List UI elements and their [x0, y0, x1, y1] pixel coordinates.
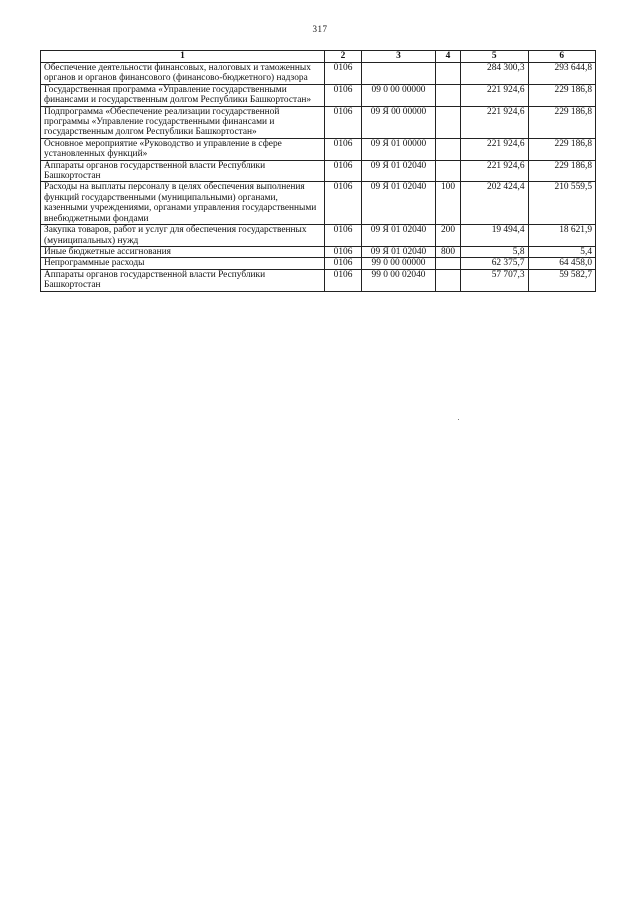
- row-name-cell: Расходы на выплаты персоналу в целях обеспечения выполнения функций государственными (муниципальными) органами, казенными учреждениями, органами управления государственными внебюджетными фондами: [41, 182, 325, 225]
- row-amount-1-cell: 202 424,4: [461, 182, 529, 225]
- row-amount-1-cell: 221 924,6: [461, 160, 529, 182]
- column-header-3: 3: [362, 51, 436, 63]
- row-code-cell: 99 0 00 02040: [362, 269, 436, 291]
- row-section-cell: 0106: [325, 63, 362, 85]
- row-code-cell: 09 Я 01 02040: [362, 246, 436, 257]
- row-section-cell: 0106: [325, 246, 362, 257]
- row-section-cell: 0106: [325, 138, 362, 160]
- row-expense-type-cell: [436, 269, 461, 291]
- row-name-cell: Аппараты органов государственной власти Республики Башкортостан: [41, 160, 325, 182]
- column-header-2: 2: [325, 51, 362, 63]
- row-name-cell: Закупка товаров, работ и услуг для обеспечения государственных (муниципальных) нужд: [41, 225, 325, 247]
- row-amount-1-cell: 57 707,3: [461, 269, 529, 291]
- row-name-cell: Подпрограмма «Обеспечение реализации государственной программы «Управление государственными финансами и государственным долгом Республики Башкортостан»: [41, 106, 325, 138]
- row-code-cell: 09 Я 01 02040: [362, 225, 436, 247]
- row-name-cell: Аппараты органов государственной власти Республики Башкортостан: [41, 269, 325, 291]
- row-amount-2-cell: 64 458,0: [528, 258, 596, 269]
- row-amount-1-cell: 284 300,3: [461, 63, 529, 85]
- row-code-cell: 09 Я 00 00000: [362, 106, 436, 138]
- row-amount-2-cell: 229 186,8: [528, 138, 596, 160]
- column-header-4: 4: [436, 51, 461, 63]
- row-amount-1-cell: 221 924,6: [461, 106, 529, 138]
- row-expense-type-cell: 200: [436, 225, 461, 247]
- row-section-cell: 0106: [325, 84, 362, 106]
- row-expense-type-cell: 800: [436, 246, 461, 257]
- row-code-cell: [362, 63, 436, 85]
- row-section-cell: 0106: [325, 182, 362, 225]
- row-name-cell: Основное мероприятие «Руководство и управление в сфере установленных функций»: [41, 138, 325, 160]
- row-expense-type-cell: [436, 84, 461, 106]
- table-row: [41, 182, 596, 225]
- table-header-row: [41, 51, 596, 63]
- column-header-1: 1: [41, 51, 325, 63]
- row-amount-1-cell: 221 924,6: [461, 84, 529, 106]
- table-row: [41, 225, 596, 247]
- row-amount-2-cell: 5,4: [528, 246, 596, 257]
- row-expense-type-cell: [436, 63, 461, 85]
- row-amount-2-cell: 210 559,5: [528, 182, 596, 225]
- row-code-cell: 09 Я 01 02040: [362, 182, 436, 225]
- row-amount-2-cell: 229 186,8: [528, 84, 596, 106]
- row-section-cell: 0106: [325, 106, 362, 138]
- table-row: [41, 63, 596, 85]
- row-name-cell: Государственная программа «Управление государственными финансами и государственным долгом Республики Башкортостан»: [41, 84, 325, 106]
- row-amount-1-cell: 19 494,4: [461, 225, 529, 247]
- row-expense-type-cell: [436, 160, 461, 182]
- row-section-cell: 0106: [325, 269, 362, 291]
- row-code-cell: 09 0 00 00000: [362, 84, 436, 106]
- row-code-cell: 99 0 00 00000: [362, 258, 436, 269]
- row-amount-1-cell: 62 375,7: [461, 258, 529, 269]
- table-row: [41, 160, 596, 182]
- table-row: [41, 84, 596, 106]
- table-row: [41, 258, 596, 269]
- table-row: [41, 138, 596, 160]
- row-amount-2-cell: 18 621,9: [528, 225, 596, 247]
- row-amount-2-cell: 229 186,8: [528, 106, 596, 138]
- row-name-cell: Иные бюджетные ассигнования: [41, 246, 325, 257]
- row-amount-2-cell: 293 644,8: [528, 63, 596, 85]
- table-row: [41, 269, 596, 291]
- column-header-5: 5: [461, 51, 529, 63]
- column-header-6: 6: [528, 51, 596, 63]
- row-amount-1-cell: 221 924,6: [461, 138, 529, 160]
- budget-table: [40, 50, 596, 292]
- page-number: 317: [312, 24, 328, 34]
- row-section-cell: 0106: [325, 225, 362, 247]
- row-amount-2-cell: 59 582,7: [528, 269, 596, 291]
- row-section-cell: 0106: [325, 258, 362, 269]
- row-code-cell: 09 Я 01 02040: [362, 160, 436, 182]
- row-amount-2-cell: 229 186,8: [528, 160, 596, 182]
- row-expense-type-cell: [436, 138, 461, 160]
- table-body: [41, 63, 596, 292]
- scan-speck: [458, 419, 459, 420]
- row-expense-type-cell: 100: [436, 182, 461, 225]
- table-row: [41, 246, 596, 257]
- row-code-cell: 09 Я 01 00000: [362, 138, 436, 160]
- row-expense-type-cell: [436, 106, 461, 138]
- row-expense-type-cell: [436, 258, 461, 269]
- row-section-cell: 0106: [325, 160, 362, 182]
- row-name-cell: Непрограммные расходы: [41, 258, 325, 269]
- row-amount-1-cell: 5,8: [461, 246, 529, 257]
- row-name-cell: Обеспечение деятельности финансовых, налоговых и таможенных органов и органов финансового (финансово-бюджетного) надзора: [41, 63, 325, 85]
- table-row: [41, 106, 596, 138]
